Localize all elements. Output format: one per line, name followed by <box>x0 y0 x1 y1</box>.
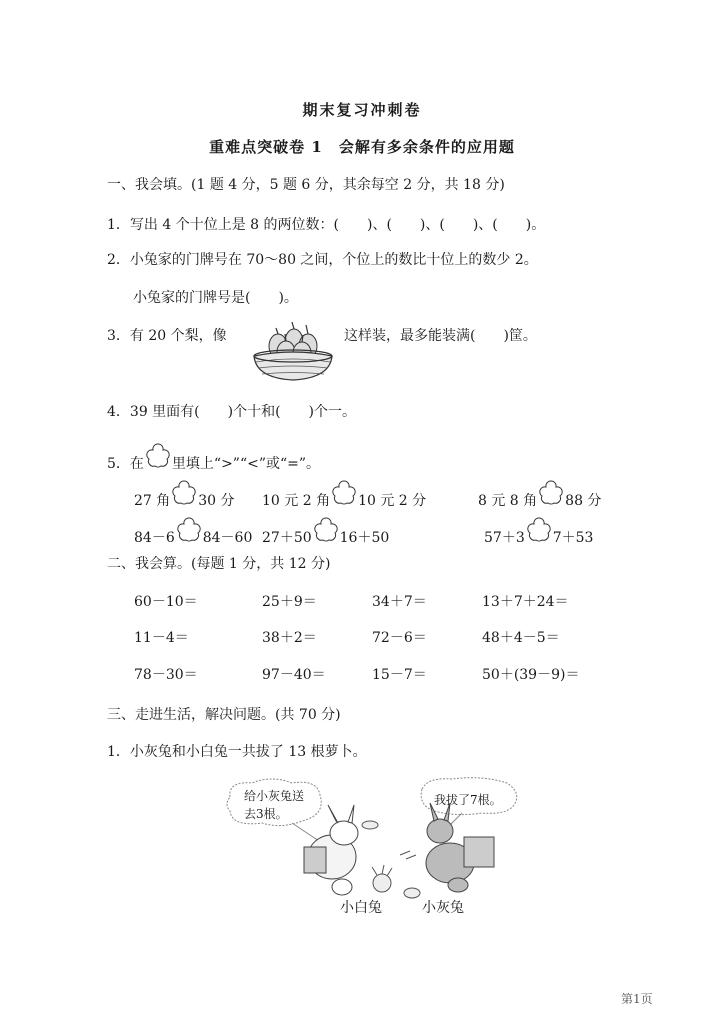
bubble-left-line2: 去3根。 <box>244 807 288 821</box>
question-1-2-line2: 小兔家的门牌号是( )。 <box>133 290 298 306</box>
calc-item: 78－30＝ <box>134 667 198 683</box>
exam-title: 期末复习冲刺卷 <box>302 101 422 119</box>
compare-left: 84－6 <box>134 530 175 546</box>
flower-blank-icon[interactable] <box>538 485 564 509</box>
compare-left: 27 角 <box>134 493 171 509</box>
section3-heading: 三、走进生活，解决问题。(共 70 分) <box>107 707 341 723</box>
calc-item: 97－40＝ <box>262 667 326 683</box>
calc-item: 13＋7＋24＝ <box>482 594 569 610</box>
calc-item: 11－4＝ <box>134 630 189 646</box>
flower-blank-icon[interactable] <box>176 522 202 546</box>
compare-item-5 <box>262 522 389 547</box>
compare-item-1 <box>134 485 235 510</box>
compare-right: 10 元 2 分 <box>358 493 427 509</box>
question-3-1: 1．小灰兔和小白兔一共拔了 13 根萝卜。 <box>107 744 367 760</box>
calc-item: 15－7＝ <box>372 667 427 683</box>
calc-item: 38＋2＝ <box>262 630 317 646</box>
question-1-5-post: 里填上“>”“<”或“=”。 <box>171 456 321 472</box>
calc-item: 25＋9＝ <box>262 594 317 610</box>
bubble-left-line1: 给小灰兔送 <box>244 789 305 803</box>
exam-subtitle: 重难点突破卷 1 会解有多余条件的应用题 <box>209 138 515 156</box>
calc-item: 72－6＝ <box>372 630 427 646</box>
compare-left: 27＋50 <box>262 530 312 546</box>
compare-right: 16＋50 <box>339 530 390 546</box>
compare-item-6 <box>484 522 593 547</box>
rabbits-illustration <box>222 775 522 915</box>
compare-right: 7＋53 <box>552 530 594 546</box>
question-1-3-pre: 3．有 20 个梨，像 <box>107 328 227 344</box>
compare-right: 88 分 <box>565 493 602 509</box>
calc-item: 60－10＝ <box>134 594 198 610</box>
flower-blank-icon[interactable] <box>526 522 552 546</box>
compare-item-2 <box>262 485 426 510</box>
flower-blank-icon[interactable] <box>313 522 339 546</box>
section1-heading: 一、我会填。(1 题 4 分，5 题 6 分，其余每空 2 分，共 18 分) <box>107 177 505 193</box>
compare-item-4 <box>134 522 252 547</box>
calc-item: 48＋4－5＝ <box>482 630 560 646</box>
compare-left: 10 元 2 角 <box>262 493 331 509</box>
question-1-5-pre: 5．在 <box>107 456 144 472</box>
question-1-3-post: 这样装，最多能装满( )筐。 <box>344 328 537 344</box>
page-number: 第1页 <box>621 992 653 1006</box>
compare-right: 84－60 <box>202 530 253 546</box>
flower-blank-icon[interactable] <box>171 485 197 509</box>
question-1-5 <box>107 448 320 473</box>
label-white-rabbit: 小白兔 <box>340 900 382 916</box>
compare-left: 8 元 8 角 <box>478 493 538 509</box>
pear-basket-icon <box>248 320 338 382</box>
flower-blank-icon[interactable] <box>331 485 357 509</box>
compare-right: 30 分 <box>198 493 235 509</box>
calc-item: 50＋(39－9)＝ <box>482 667 580 683</box>
question-1-2: 2．小兔家的门牌号在 70～80 之间，个位上的数比十位上的数少 2。 <box>107 252 538 268</box>
flower-blank-icon <box>145 448 171 472</box>
compare-item-3 <box>478 485 601 510</box>
section2-heading: 二、我会算。(每题 1 分，共 12 分) <box>107 556 331 572</box>
question-1-4: 4．39 里面有( )个十和( )个一。 <box>107 404 357 420</box>
calc-item: 34＋7＝ <box>372 594 427 610</box>
compare-left: 57＋3 <box>484 530 525 546</box>
label-grey-rabbit: 小灰兔 <box>422 900 464 916</box>
question-1-1: 1．写出 4 个十位上是 8 的两位数：( )、( )、( )、( )。 <box>107 217 546 233</box>
bubble-right: 我拔了7根。 <box>434 793 502 807</box>
